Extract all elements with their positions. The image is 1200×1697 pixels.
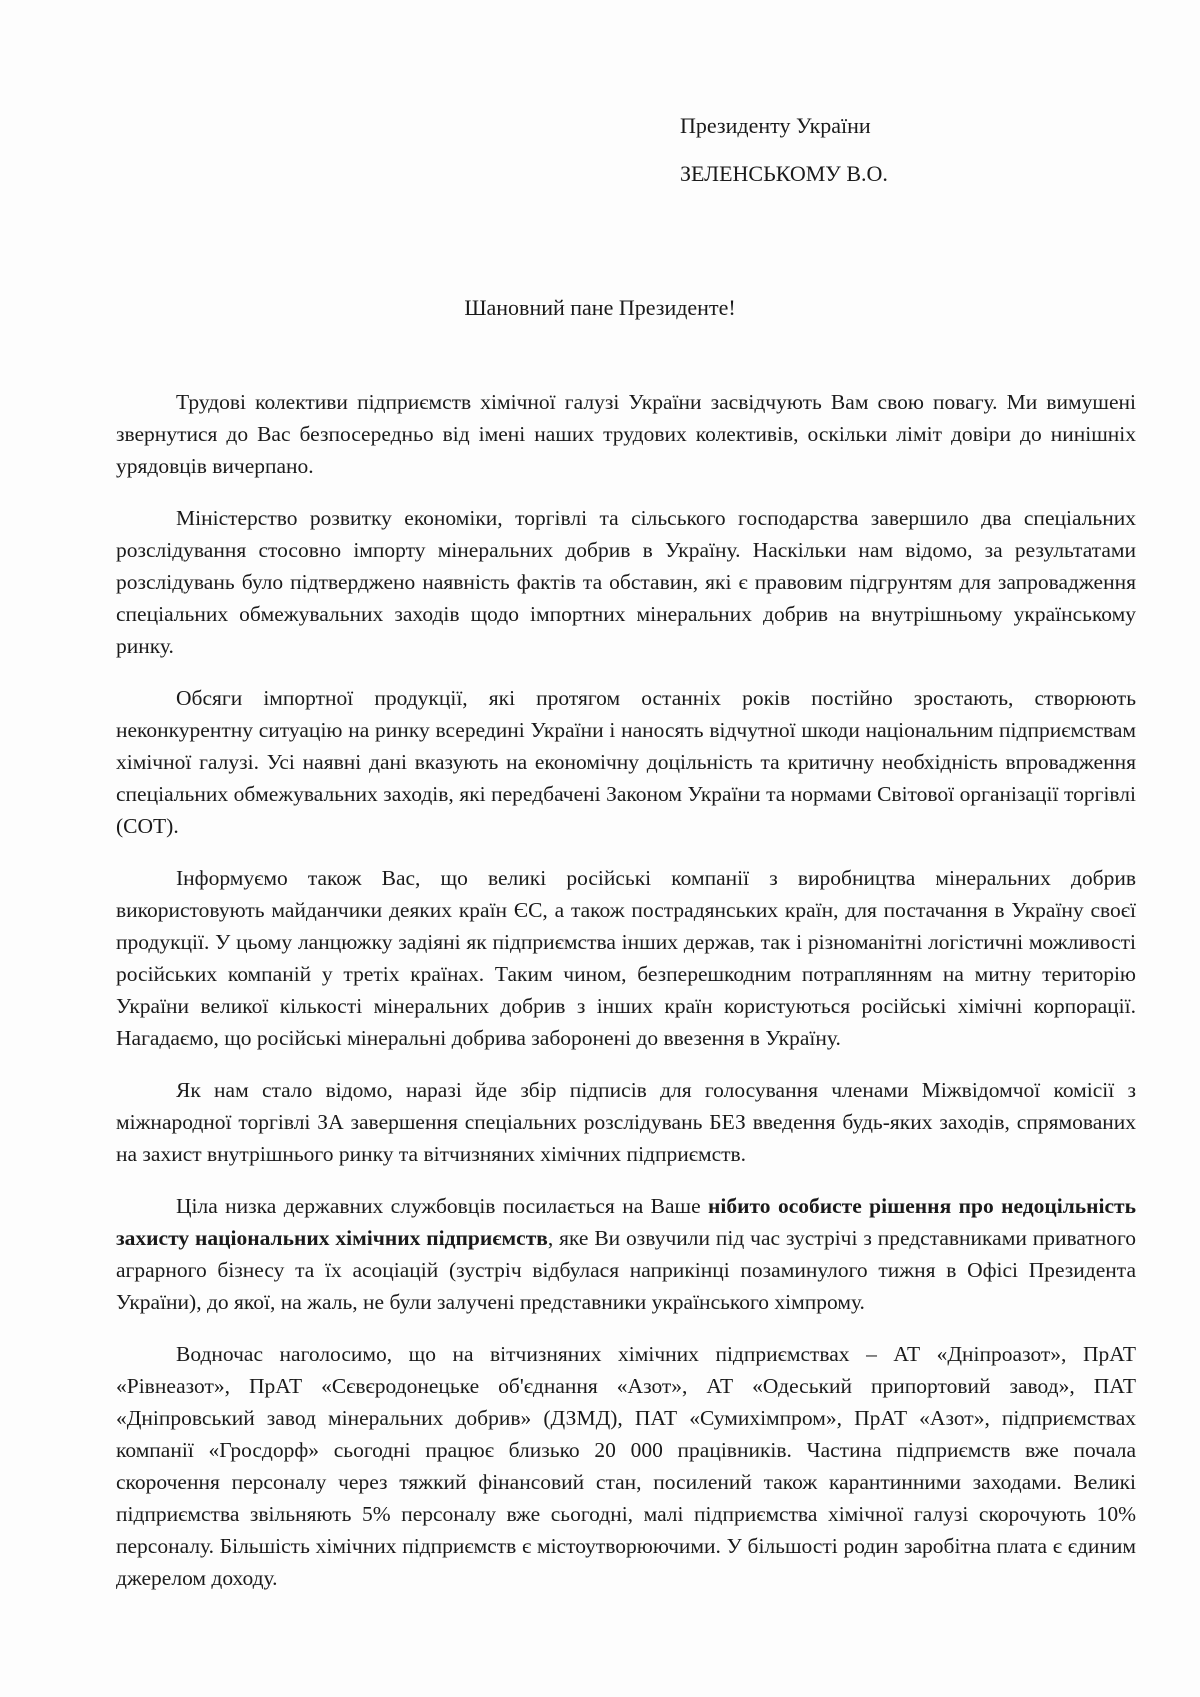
salutation: Шановний пане Президенте! bbox=[464, 295, 736, 320]
addressee-block bbox=[680, 108, 888, 204]
paragraph-3: Обсяги імпортної продукції, які протягом останніх років постійно зростають, створюють неконкурентну ситуацію на ринку всередині України і наносять відчутної шкоди національним підприємствам хімічної галузі. Усі наявні дані вказують на економічну доцільність та критичну необхідність впровадження спеціальних обмежувальних заходів, які передбачені Законом України та нормами Світової організації торгівлі (СОТ). bbox=[116, 686, 1136, 838]
letter-body bbox=[116, 386, 1136, 1614]
paragraph-2: Міністерство розвитку економіки, торгівлі та сільського господарства завершило два спеціальних розслідування стосовно імпорту мінеральних добрив в Україну. Наскільки нам відомо, за результатами розслідувань було підтверджено наявність фактів та обставин, які є правовим підгрунтям для запровадження спеціальних обмежувальних заходів щодо імпортних мінеральних добрив на внутрішньому українському ринку. bbox=[116, 506, 1136, 658]
paragraph-6-end: , яке Ви озвучили під час зустрічі з представниками приватного аграрного бізнесу та їх асоціацій (зустріч відбулася наприкінці позаминулого тижня в Офісі Президента України), до якої, на жаль, не були залучені представники українського хімпрому. bbox=[116, 1226, 1137, 1314]
paragraph-5: Як нам стало відомо, наразі йде збір підписів для голосування членами Міжвідомчої комісії з міжнародної торгівлі ЗА завершення спеціальних розслідувань БЕЗ введення будь-яких заходів, спрямованих на захист внутрішнього ринку та вітчизняних хімічних підприємств. bbox=[116, 1078, 1136, 1166]
paragraph-1: Трудові колективи підприємств хімічної галузі України засвідчують Вам свою повагу. Ми вимушені звернутися до Вас безпосередньо від імені наших трудових колективів, оскільки ліміт довіри до нинішніх урядовців вичерпано. bbox=[116, 390, 1136, 478]
paragraph-4: Інформуємо також Вас, що великі російські компанії з виробництва мінеральних добрив використовують майданчики деяких країн ЄС, а також пострадянських країн, для постачання в Україну своєї продукції. У цьому ланцюжку задіяні як підприємства інших держав, так і різноманітні логістичні можливості російських компаній у третіх країнах. Таким чином, безперешкодним потраплянням на митну територію України великої кількості мінеральних добрив з інших країн користуються російські хімічні корпорації. Нагадаємо, що російські мінеральні добрива заборонені до ввезення в Україну. bbox=[116, 866, 1136, 1050]
paragraph-6-start: Ціла низка державних службовців посилається на Ваше bbox=[176, 1194, 709, 1218]
addressee-name: ЗЕЛЕНСЬКОМУ В.О. bbox=[680, 161, 888, 186]
paragraph-7: Водночас наголосимо, що на вітчизняних хімічних підприємствах – АТ «Дніпроазот», ПрАТ «Рівнеазот», ПрАТ «Сєвєродонецьке об'єднання «Азот», АТ «Одеський припортовий завод», ПАТ «Дніпровський завод мінеральних добрив» (ДЗМД), ПАТ «Сумихімпром», ПрАТ «Азот», підприємствах компанії «Гросдорф» сьогодні працює близько 20 000 працівників. Частина підприємств вже почала скорочення персоналу через тяжкий фінансовий стан, посилений також карантинними заходами. Великі підприємства звільняють 5% персоналу вже сьогодні, малі підприємства хімічної галузі скорочують 10% персоналу. Більшість хімічних підприємств є містоутворюючими. У більшості родин заробітна плата є єдиним джерелом доходу. bbox=[116, 1342, 1136, 1590]
paragraph-6 bbox=[116, 1190, 1136, 1318]
addressee-title: Президенту України bbox=[680, 113, 871, 138]
paragraph-6-emphasis: нібито особисте рішення про недоцільність захисту національних хімічних підприємств bbox=[116, 1194, 1136, 1250]
